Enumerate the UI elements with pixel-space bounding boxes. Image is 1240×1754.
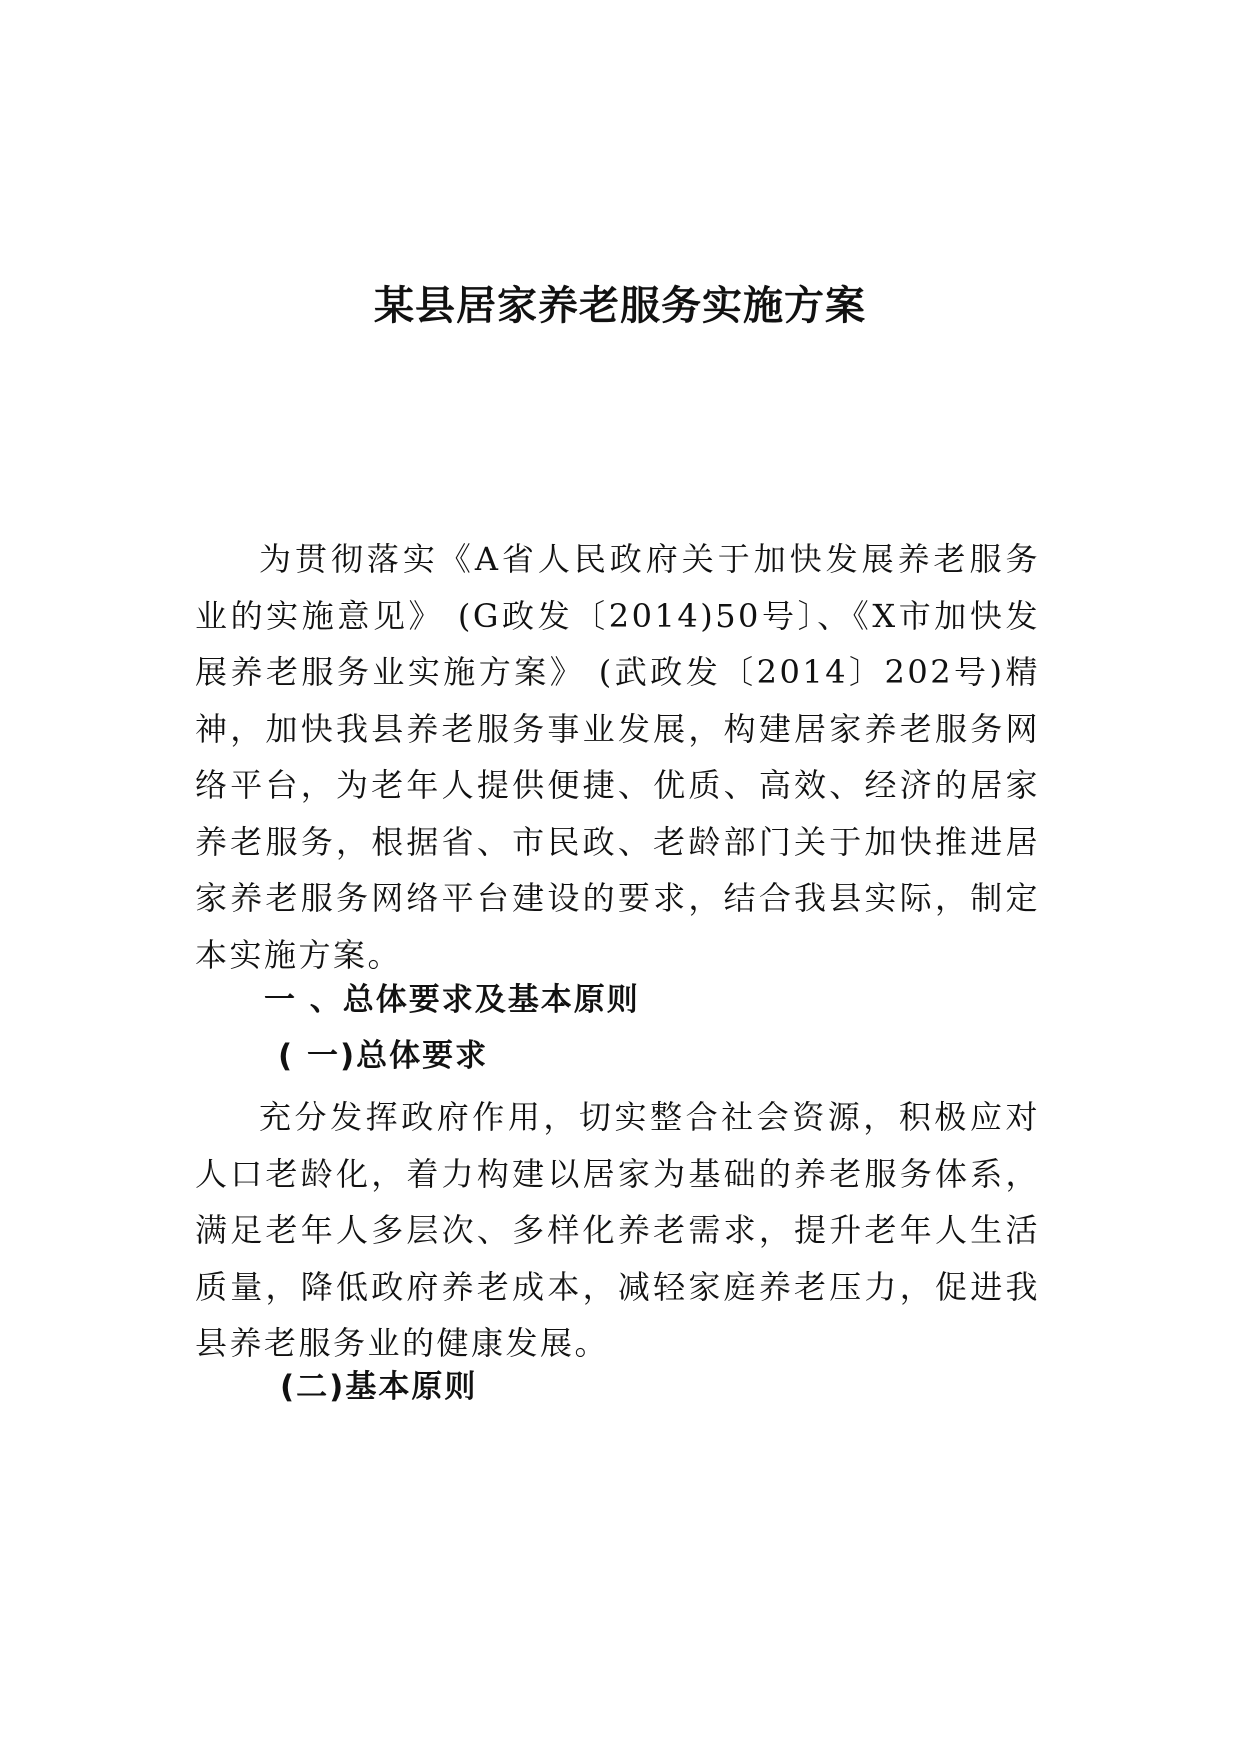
subsection-heading-basic-principles: (二)基本原则 xyxy=(280,1369,478,1405)
general-requirements-paragraph: 充分发挥政府作用，切实整合社会资源，积极应对人口老龄化，着力构建以居家为基础的养老服务体系，满足老年人多层次、多样化养老需求，提升老年人生活质量，降低政府养老成本，减轻家庭养老压力，促进我县养老服务业的健康发展。 xyxy=(195,1098,1040,1362)
section-heading: 一 、总体要求及基本原则 xyxy=(264,982,640,1018)
subsection-heading-general-requirements: ( 一)总体要求 xyxy=(278,1038,489,1074)
intro-paragraph: 为贯彻落实《A省人民政府关于加快发展养老服务业的实施意见》 (G政发〔2014)50号〕、《X市加快发展养老服务业实施方案》 (武政发〔2014〕202号)精神，加快我县养老服务事业发展，构建居家养老服务网络平台，为老年人提供便捷、优质、高效、经济的居家养老服务，根据省、市民政、老龄部门关于加快推进居家养老服务网络平台建设的要求，结合我县实际，制定本实施方案。 xyxy=(195,540,1040,974)
document-title: 某县居家养老服务实施方案 xyxy=(374,283,866,329)
